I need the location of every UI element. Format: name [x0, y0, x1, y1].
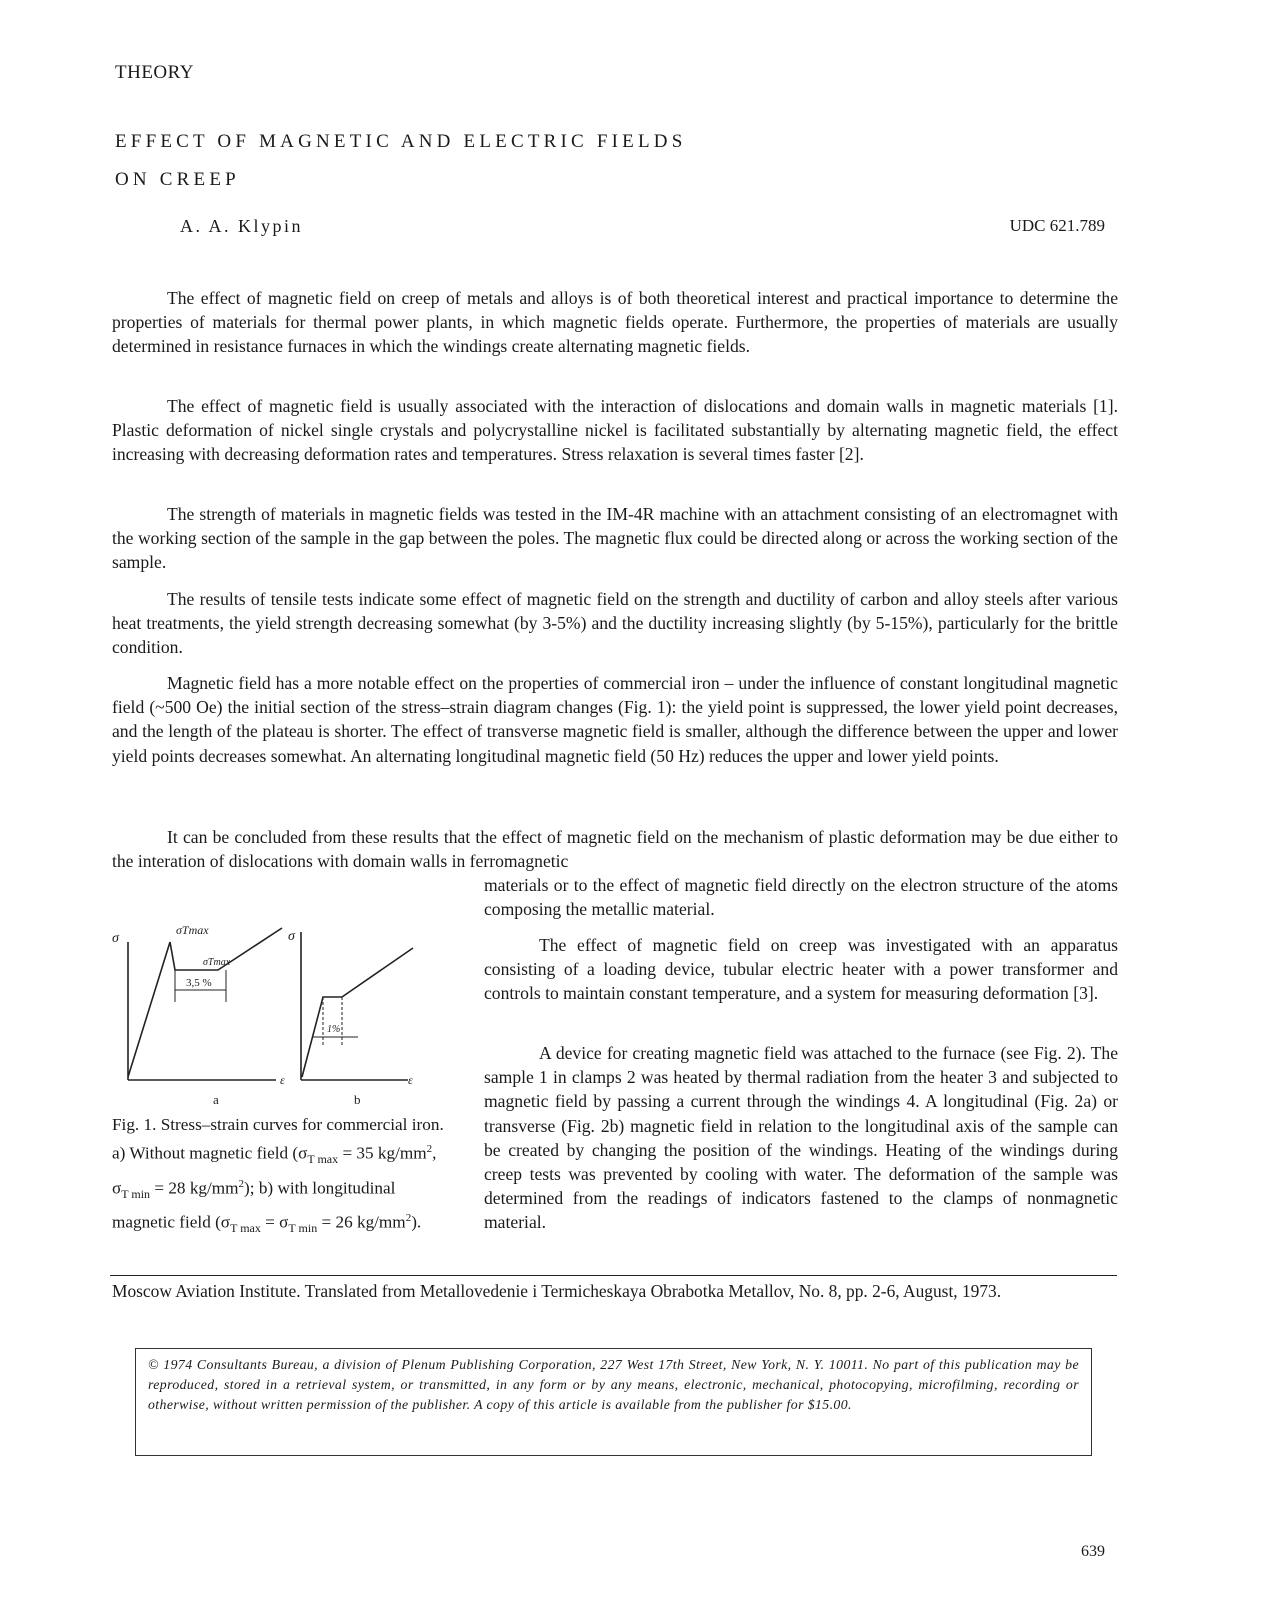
- fig-b-strain-label: 1%: [327, 1024, 341, 1035]
- figure-1-caption: Fig. 1. Stress–strain curves for commercial iron. a) Without magnetic field ($\sigma_{T max} = 35$ $kg/mm^2$, $\sigma_{T min} = 28$ $kg/mm^2$); b) with longitudinal magnetic field ($\sigma_{T max} = \sigma_{T min} = 26$ $kg/mm^2$).: [112, 1115, 444, 1236]
- section-label: THEORY: [115, 62, 194, 83]
- paragraph-8: A device for creating magnetic field was attached to the furnace (see Fig. 2). The sample 1 in clamps 2 was heated by thermal radiation from the heater 3 and subjected to magnetic field by passing a current through the windings 4. A longitudinal (Fig. 2a) or transverse (Fig. 2b) magnetic field in relation to the longitudinal axis of the sample can be created by changing the position of the windings. Heating of the windings during creep tests was prevented by cooling with water. The deformation of the sample was determined from the readings of indicators fastened to the clamps of nonmagnetic material.: [484, 1043, 1118, 1233]
- paragraph-5: Magnetic field has a more notable effect on the properties of commercial iron – under the influence of constant longitudinal magnetic field (~500 Oe) the initial section of the stress–strain diagram changes (Fig. 1): the yield point is suppressed, the lower yield point decreases, and the length of the plateau is shorter. The effect of transverse magnetic field is smaller, although the difference between the upper and lower yield points decreases somewhat. An alternating longitudinal magnetic field (50 Hz) reduces the upper and lower yield points.: [112, 673, 1118, 766]
- figure-1-stress-strain: [108, 912, 438, 1112]
- paragraph-7: The effect of magnetic field on creep was investigated with an apparatus consisting of a loading device, tubular electric heater with a power transformer and controls to maintain constant temperature, and a system for measuring deformation [3].: [484, 935, 1118, 1004]
- udc-code: UDC 621.789: [1009, 216, 1105, 235]
- paragraph-6: It can be concluded from these results that the effect of magnetic field on the mechanism of plastic deformation may be due either to the interation of dislocations with domain walls in ferromagnetic: [112, 827, 1118, 872]
- fig-a-curve: [128, 928, 282, 1077]
- affiliation-footnote: Moscow Aviation Institute. Translated from Metallovedenie i Termicheskaya Obrabotka Metallov, No. 8, pp. 2-6, August, 1973.: [112, 1281, 1002, 1301]
- paragraph-6-continued: materials or to the effect of magnetic field directly on the electron structure of the atoms composing the metallic material.: [484, 875, 1118, 920]
- article-title-line-2: ON CREEP: [115, 169, 240, 190]
- paragraph-1: The effect of magnetic field on creep of metals and alloys is of both theoretical interest and practical importance to determine the properties of materials for thermal power plants, in which magnetic fields operate. Furthermore, the properties of materials are usually determined in resistance furnaces in which the windings create alternating magnetic fields.: [112, 288, 1118, 357]
- fig-b-curve: [302, 948, 413, 1077]
- fig-b-y-label: σ: [288, 929, 295, 944]
- fig-a-y-label: σ: [112, 931, 119, 946]
- fig-a-panel-label: a: [213, 1092, 219, 1107]
- fig-a-strain-label: 3,5 %: [186, 977, 212, 989]
- paragraph-4: The results of tensile tests indicate some effect of magnetic field on the strength and ductility of carbon and alloy steels after various heat treatments, the yield strength decreasing somewhat (by 3-5%) and the ductility increasing slightly (by 5-15%), particularly for the brittle condition.: [112, 589, 1118, 658]
- page-number: 639: [1081, 1543, 1105, 1560]
- fig-b-panel-label: b: [354, 1092, 361, 1107]
- author-name: A. A. Klypin: [180, 216, 304, 236]
- paragraph-3: The strength of materials in magnetic fields was tested in the IM-4R machine with an attachment consisting of an electromagnet with the working section of the sample in the gap between the poles. The magnetic flux could be directed along or across the working section of the sample.: [112, 504, 1118, 573]
- fig-a-x-label: ε: [280, 1073, 285, 1087]
- footnote-divider: [110, 1275, 1117, 1276]
- copyright-notice: © 1974 Consultants Bureau, a division of Plenum Publishing Corporation, 227 West 17th Street, New York, N. Y. 10011. No part of this publication may be reproduced, stored in a retrieval system, or transmitted, in any form or by any means, electronic, mechanical, photocopying, microfilming, recording or otherwise, without written permission of the publisher. A copy of this article is available from the publisher for $15.00.: [135, 1348, 1092, 1456]
- article-title-line-1: EFFECT OF MAGNETIC AND ELECTRIC FIELDS: [115, 131, 687, 152]
- fig-b-x-label: ε: [408, 1073, 413, 1087]
- paragraph-2: The effect of magnetic field is usually associated with the interaction of dislocations and domain walls in magnetic materials [1]. Plastic deformation of nickel single crystals and polycrystalline nickel is facilitated substantially by alternating magnetic field, the effect increasing with decreasing deformation rates and temperatures. Stress relaxation is several times faster [2].: [112, 396, 1118, 465]
- fig-a-sigma-min-label: σTmax: [203, 957, 231, 968]
- fig-a-sigma-max-label: σTmax: [176, 923, 209, 937]
